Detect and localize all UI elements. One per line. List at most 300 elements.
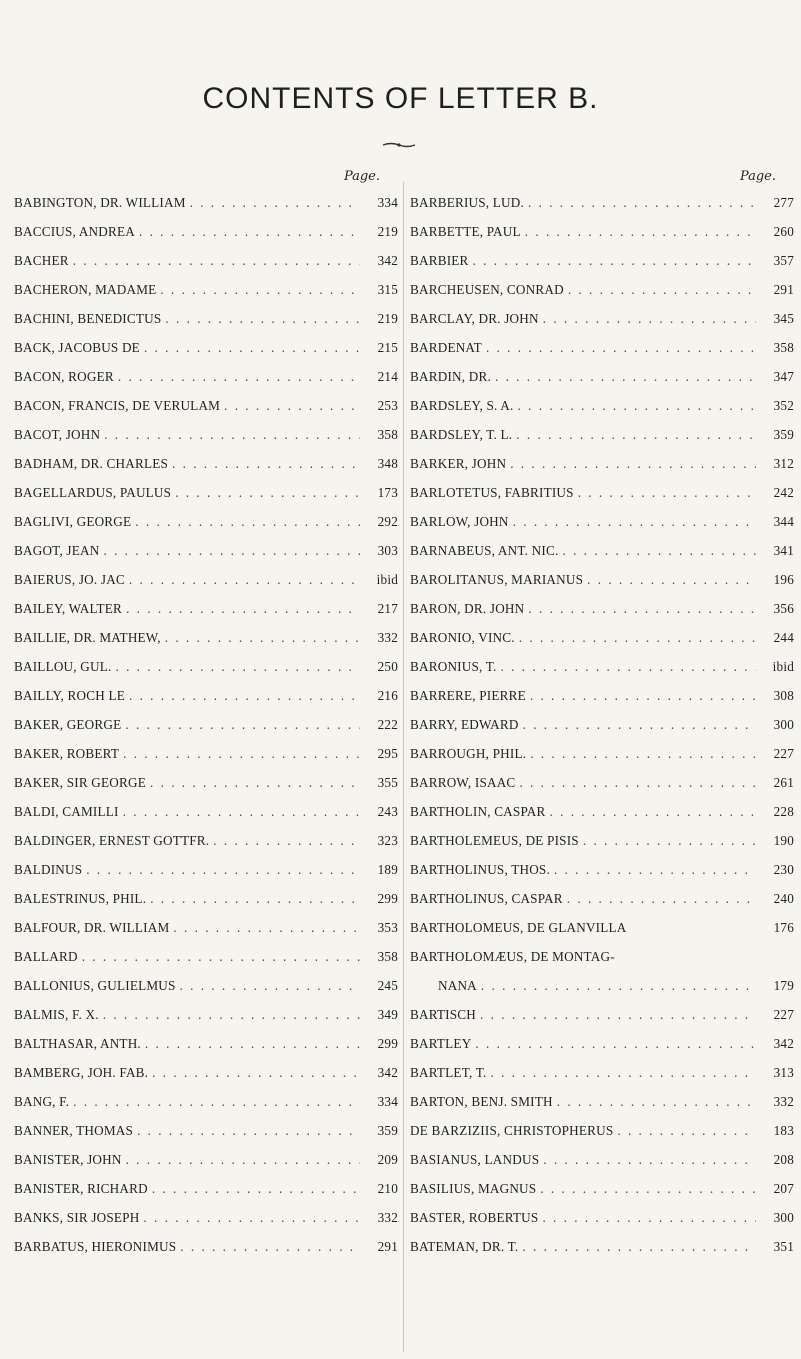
entry-page-number: 334	[377, 1094, 398, 1109]
index-entry	[410, 217, 794, 246]
entry-name: BACK, JACOBUS DE	[14, 340, 140, 355]
entry-page-number: 219	[377, 224, 398, 239]
entry-page-number: 358	[773, 340, 794, 355]
entry-page-number: 291	[377, 1239, 398, 1254]
leader-dots	[103, 536, 360, 565]
leader-dots	[522, 1232, 756, 1261]
index-entry	[410, 1232, 794, 1261]
leader-dots	[528, 188, 756, 217]
entry-page-number: 244	[773, 630, 794, 645]
entry-page-number: 227	[773, 746, 794, 761]
leader-dots	[150, 884, 360, 913]
index-entry	[410, 507, 794, 536]
index-entry	[14, 1116, 398, 1145]
leader-dots	[510, 449, 756, 478]
leader-dots	[144, 333, 360, 362]
entry-page-number: 242	[773, 485, 794, 500]
entry-name: BARTLEY	[410, 1036, 472, 1051]
entry-page-number: 355	[377, 775, 398, 790]
entry-page-number: 261	[773, 775, 794, 790]
index-entry	[410, 739, 794, 768]
entry-name: BANKS, SIR JOSEPH	[14, 1210, 140, 1225]
entry-name: BANISTER, JOHN	[14, 1152, 122, 1167]
index-entry	[14, 1029, 398, 1058]
index-entry	[410, 565, 794, 594]
entry-page-number: 179	[773, 978, 794, 993]
leader-dots	[104, 420, 360, 449]
entry-name: BAILLY, ROCH LE	[14, 688, 125, 703]
entry-name: BALESTRINUS, PHIL.	[14, 891, 147, 906]
entry-page-number: 300	[773, 1210, 794, 1225]
entry-name: BAGELLARDUS, PAULUS	[14, 485, 172, 500]
leader-dots	[123, 797, 360, 826]
index-entry	[410, 391, 794, 420]
entry-name: BARLOTETUS, FABRITIUS	[410, 485, 574, 500]
leader-dots	[165, 623, 360, 652]
entry-name: BADHAM, DR. CHARLES	[14, 456, 169, 471]
index-entry	[410, 768, 794, 797]
index-entry	[410, 1087, 794, 1116]
index-entry	[14, 739, 398, 768]
index-entry	[410, 1145, 794, 1174]
leader-dots	[480, 1000, 756, 1029]
column-divider	[403, 182, 404, 1352]
index-entry	[410, 478, 794, 507]
entry-name: BARKER, JOHN	[410, 456, 507, 471]
leader-dots	[150, 768, 360, 797]
leader-dots	[129, 565, 360, 594]
leader-dots	[180, 971, 360, 1000]
leader-dots	[103, 1000, 360, 1029]
leader-dots	[86, 855, 360, 884]
entry-name: BALDINUS	[14, 862, 83, 877]
entry-name: BALMIS, F. X.	[14, 1007, 99, 1022]
entry-page-number: 357	[773, 253, 794, 268]
page-title: CONTENTS OF LETTER B.	[202, 82, 599, 115]
index-entry	[410, 1058, 794, 1087]
entry-name: BARBERIUS, LUD.	[410, 195, 525, 210]
page-column-header: Page.	[343, 169, 380, 184]
entry-page-number: 176	[773, 920, 794, 935]
entry-name: BARTHOLIN, CASPAR	[410, 804, 546, 819]
index-entry	[410, 536, 794, 565]
entry-name: BACCIUS, ANDREA	[14, 224, 135, 239]
entry-name: BARRY, EDWARD	[410, 717, 519, 732]
leader-dots	[139, 217, 360, 246]
leader-dots	[583, 826, 756, 855]
index-entry	[410, 304, 794, 333]
entry-name: BAROLITANUS, MARIANUS	[410, 572, 584, 587]
entry-name: BARDSLEY, T. L.	[410, 427, 513, 442]
entry-page-number: 183	[773, 1123, 794, 1138]
entry-name: DE BARZIZIIS, CHRISTOPHERUS	[410, 1123, 614, 1138]
entry-page-number: 277	[773, 195, 794, 210]
index-entry	[410, 333, 794, 362]
leader-dots	[175, 478, 360, 507]
leader-dots	[543, 304, 756, 333]
entry-page-number: 344	[773, 514, 794, 529]
entry-name: BALDI, CAMILLI	[14, 804, 119, 819]
entry-page-number: 216	[377, 688, 398, 703]
entry-page-number: 243	[377, 804, 398, 819]
entry-page-number: 215	[377, 340, 398, 355]
index-entry	[410, 1203, 794, 1232]
leader-dots	[473, 246, 756, 275]
index-entry	[14, 942, 398, 971]
index-entry	[14, 768, 398, 797]
entry-page-number: 358	[377, 427, 398, 442]
index-entry	[410, 1174, 794, 1203]
index-entry	[14, 884, 398, 913]
index-entry	[14, 1203, 398, 1232]
index-entry	[14, 710, 398, 739]
entry-page-number: 228	[773, 804, 794, 819]
entry-page-number: 342	[377, 1065, 398, 1080]
index-entry	[410, 420, 794, 449]
index-entry	[410, 855, 794, 884]
index-entry	[14, 826, 398, 855]
leader-dots	[152, 1174, 360, 1203]
entry-name: BARNABEUS, ANT. NIC.	[410, 543, 559, 558]
entry-page-number: 356	[773, 601, 794, 616]
index-entry	[14, 652, 398, 681]
leader-dots	[486, 333, 756, 362]
index-entry	[14, 478, 398, 507]
entry-name: BARROW, ISAAC	[410, 775, 516, 790]
index-entry	[14, 797, 398, 826]
entry-page-number: ibid	[376, 572, 398, 587]
leader-dots	[115, 652, 360, 681]
index-entry	[14, 855, 398, 884]
leader-dots	[173, 913, 360, 942]
page-column-header: Page.	[739, 169, 776, 184]
entry-page-number: ibid	[772, 659, 794, 674]
entry-page-number: 348	[377, 456, 398, 471]
index-entry	[14, 971, 398, 1000]
entry-name: BARBATUS, HIERONIMUS	[14, 1239, 177, 1254]
leader-dots	[578, 478, 756, 507]
index-entry	[14, 420, 398, 449]
entry-name: BARCLAY, DR. JOHN	[410, 311, 539, 326]
index-entry	[14, 1087, 398, 1116]
entry-name: BALDINGER, ERNEST GOTTFR.	[14, 833, 210, 848]
entry-name: BALFOUR, DR. WILLIAM	[14, 920, 170, 935]
leader-dots	[213, 826, 360, 855]
entry-page-number: 291	[773, 282, 794, 297]
entry-page-number: 351	[773, 1239, 794, 1254]
index-entry	[14, 1145, 398, 1174]
entry-page-number: 240	[773, 891, 794, 906]
entry-name: BACHERON, MADAME	[14, 282, 157, 297]
leader-dots	[129, 681, 360, 710]
entry-page-number: 208	[773, 1152, 794, 1167]
entry-page-number: 332	[377, 1210, 398, 1225]
leader-dots	[530, 681, 756, 710]
leader-dots	[542, 1203, 756, 1232]
leader-dots	[519, 623, 756, 652]
entry-page-number: 230	[773, 862, 794, 877]
entry-page-number: 222	[377, 717, 398, 732]
leader-dots	[530, 739, 756, 768]
index-entry	[14, 1000, 398, 1029]
entry-name: BARTHOLEMEUS, DE PISIS	[410, 833, 579, 848]
entry-page-number: 209	[377, 1152, 398, 1167]
entry-page-number: 219	[377, 311, 398, 326]
leader-dots	[543, 1145, 756, 1174]
index-entry	[14, 1174, 398, 1203]
leader-dots	[125, 710, 360, 739]
index-entry	[410, 1116, 794, 1145]
index-entry	[14, 246, 398, 275]
leader-dots	[495, 362, 756, 391]
index-entry	[410, 623, 794, 652]
entry-name: BAMBERG, JOH. FAB.	[14, 1065, 149, 1080]
entry-page-number: 299	[377, 1036, 398, 1051]
leader-dots	[73, 246, 360, 275]
leader-dots	[137, 1116, 360, 1145]
entry-name: BARRERE, PIERRE	[410, 688, 526, 703]
index-entry	[410, 362, 794, 391]
leader-dots	[523, 710, 756, 739]
index-entry	[14, 188, 398, 217]
left-entry-list	[14, 188, 398, 1261]
entry-name: BALLONIUS, GULIELMUS	[14, 978, 176, 993]
leader-dots	[540, 1174, 756, 1203]
entry-page-number: 345	[773, 311, 794, 326]
leader-dots	[501, 652, 756, 681]
entry-name: BARTHOLOMÆUS, DE MONTAG-	[410, 949, 615, 964]
leader-dots	[513, 507, 756, 536]
index-entry	[410, 681, 794, 710]
leader-dots	[126, 1145, 360, 1174]
index-entry	[14, 1058, 398, 1087]
entry-name: BAKER, ROBERT	[14, 746, 120, 761]
entry-name: BARBETTE, PAUL	[410, 224, 521, 239]
entry-page-number: 352	[773, 398, 794, 413]
index-entry	[410, 1000, 794, 1029]
index-entry	[14, 536, 398, 565]
entry-page-number: 245	[377, 978, 398, 993]
entry-name: NANA	[438, 978, 477, 993]
entry-page-number: 359	[377, 1123, 398, 1138]
leader-dots	[172, 449, 360, 478]
entry-name: BARTLET, T.	[410, 1065, 487, 1080]
entry-page-number: 342	[377, 253, 398, 268]
entry-name: BASILIUS, MAGNUS	[410, 1181, 537, 1196]
entry-name: BARTHOLOMEUS, DE GLANVILLA	[410, 920, 627, 935]
entry-name: BALLARD	[14, 949, 78, 964]
index-entry	[410, 826, 794, 855]
leader-dots	[568, 275, 756, 304]
entry-name: BARTISCH	[410, 1007, 477, 1022]
leader-dots	[519, 768, 756, 797]
index-entry	[14, 391, 398, 420]
index-entry	[14, 333, 398, 362]
entry-name: BARON, DR. JOHN	[410, 601, 525, 616]
index-entry	[410, 710, 794, 739]
entry-name: BANNER, THOMAS	[14, 1123, 134, 1138]
leader-dots	[165, 304, 360, 333]
entry-name: BACON, ROGER	[14, 369, 114, 384]
entry-name: BALTHASAR, ANTH.	[14, 1036, 141, 1051]
entry-page-number: 227	[773, 1007, 794, 1022]
index-entry	[14, 913, 398, 942]
entry-name: BAILEY, WALTER	[14, 601, 123, 616]
index-entry	[410, 797, 794, 826]
entry-name: BACON, FRANCIS, DE VERULAM	[14, 398, 221, 413]
leader-dots	[135, 507, 360, 536]
entry-page-number: 299	[377, 891, 398, 906]
index-entry	[410, 275, 794, 304]
index-entry	[410, 652, 794, 681]
entry-name: BATEMAN, DR. T.	[410, 1239, 519, 1254]
index-entry	[410, 246, 794, 275]
index-entry	[14, 594, 398, 623]
entry-page-number: 358	[377, 949, 398, 964]
leader-dots	[145, 1029, 360, 1058]
entry-page-number: 300	[773, 717, 794, 732]
entry-name: BARLOW, JOHN	[410, 514, 509, 529]
leader-dots	[224, 391, 360, 420]
entry-name: BAKER, GEORGE	[14, 717, 122, 732]
entry-name: BAGLIVI, GEORGE	[14, 514, 132, 529]
index-entry	[14, 217, 398, 246]
entry-name: BACHINI, BENEDICTUS	[14, 311, 162, 326]
entry-page-number: 332	[773, 1094, 794, 1109]
entry-page-number: 334	[377, 195, 398, 210]
leader-dots	[190, 188, 360, 217]
leader-dots	[481, 971, 756, 1000]
leader-dots	[491, 1058, 757, 1087]
index-entry	[410, 884, 794, 913]
entry-page-number: 292	[377, 514, 398, 529]
left-column	[14, 166, 398, 1261]
index-entry	[14, 449, 398, 478]
leader-dots	[152, 1058, 360, 1087]
entry-page-number: 303	[377, 543, 398, 558]
entry-page-number: 253	[377, 398, 398, 413]
entry-name: BARROUGH, PHIL.	[410, 746, 527, 761]
index-entry	[14, 565, 398, 594]
leader-dots	[617, 1116, 756, 1145]
entry-page-number: 313	[773, 1065, 794, 1080]
entry-name: BARONIUS, T.	[410, 659, 497, 674]
entry-page-number: 312	[773, 456, 794, 471]
index-entry	[14, 681, 398, 710]
leader-dots	[528, 594, 756, 623]
entry-page-number: 173	[377, 485, 398, 500]
entry-page-number: 323	[377, 833, 398, 848]
index-entry	[410, 1029, 794, 1058]
entry-page-number: 347	[773, 369, 794, 384]
entry-page-number: 342	[773, 1036, 794, 1051]
leader-dots	[562, 536, 756, 565]
right-column	[410, 166, 794, 1261]
index-entry	[410, 913, 794, 942]
entry-name: BAILLIE, DR. MATHEW,	[14, 630, 161, 645]
entry-page-number: 214	[377, 369, 398, 384]
entry-name: BARTON, BENJ. SMITH	[410, 1094, 553, 1109]
entry-name: BASIANUS, LANDUS	[410, 1152, 540, 1167]
index-entry	[14, 362, 398, 391]
entry-page-number: 295	[377, 746, 398, 761]
entry-page-number: 308	[773, 688, 794, 703]
entry-name: BARDSLEY, S. A.	[410, 398, 514, 413]
leader-dots	[567, 884, 756, 913]
leader-dots	[160, 275, 360, 304]
entry-name: BARCHEUSEN, CONRAD	[410, 282, 564, 297]
entry-page-number: 353	[377, 920, 398, 935]
leader-dots	[82, 942, 360, 971]
entry-name: BANISTER, RICHARD	[14, 1181, 148, 1196]
leader-dots	[143, 1203, 360, 1232]
entry-name: BACHER	[14, 253, 69, 268]
entry-name: BARBIER	[410, 253, 469, 268]
index-entry	[410, 971, 794, 1000]
entry-page-number: 250	[377, 659, 398, 674]
entry-name: BASTER, ROBERTUS	[410, 1210, 539, 1225]
entry-name: BARTHOLINUS, THOS.	[410, 862, 550, 877]
index-entry	[14, 1232, 398, 1261]
ornament-divider-icon	[382, 142, 416, 148]
index-entry	[410, 942, 794, 971]
entry-page-number: 260	[773, 224, 794, 239]
entry-name: BAILLOU, GUL.	[14, 659, 112, 674]
entry-page-number: 341	[773, 543, 794, 558]
index-entry	[410, 594, 794, 623]
leader-dots	[475, 1029, 756, 1058]
index-entry	[14, 304, 398, 333]
leader-dots	[525, 217, 756, 246]
entry-name: BARDENAT	[410, 340, 482, 355]
entry-name: BARONIO, VINC.	[410, 630, 515, 645]
index-entry	[14, 623, 398, 652]
leader-dots	[73, 1087, 360, 1116]
entry-name: BAGOT, JEAN	[14, 543, 100, 558]
entry-name: BACOT, JOHN	[14, 427, 101, 442]
entry-page-number: 359	[773, 427, 794, 442]
entry-name: BABINGTON, DR. WILLIAM	[14, 195, 186, 210]
entry-page-number: 207	[773, 1181, 794, 1196]
leader-dots	[118, 362, 360, 391]
entry-page-number: 349	[377, 1007, 398, 1022]
leader-dots	[587, 565, 756, 594]
entry-page-number: 210	[377, 1181, 398, 1196]
leader-dots	[126, 594, 360, 623]
entry-name: BARTHOLINUS, CASPAR	[410, 891, 563, 906]
entry-name: BAKER, SIR GEORGE	[14, 775, 146, 790]
leader-dots	[557, 1087, 756, 1116]
index-entry	[14, 507, 398, 536]
right-entry-list	[410, 188, 794, 1261]
entry-page-number: 332	[377, 630, 398, 645]
entry-page-number: 217	[377, 601, 398, 616]
entry-page-number: 315	[377, 282, 398, 297]
leader-dots	[518, 391, 756, 420]
entry-name: BARDIN, DR.	[410, 369, 491, 384]
leader-dots	[180, 1232, 360, 1261]
index-entry	[410, 449, 794, 478]
leader-dots	[516, 420, 756, 449]
leader-dots	[554, 855, 756, 884]
entry-page-number: 189	[377, 862, 398, 877]
index-entry	[14, 275, 398, 304]
leader-dots	[550, 797, 757, 826]
entry-page-number: 196	[773, 572, 794, 587]
entry-name: BANG, F.	[14, 1094, 70, 1109]
leader-dots	[123, 739, 360, 768]
entry-name: BAIERUS, JO. JAC	[14, 572, 125, 587]
